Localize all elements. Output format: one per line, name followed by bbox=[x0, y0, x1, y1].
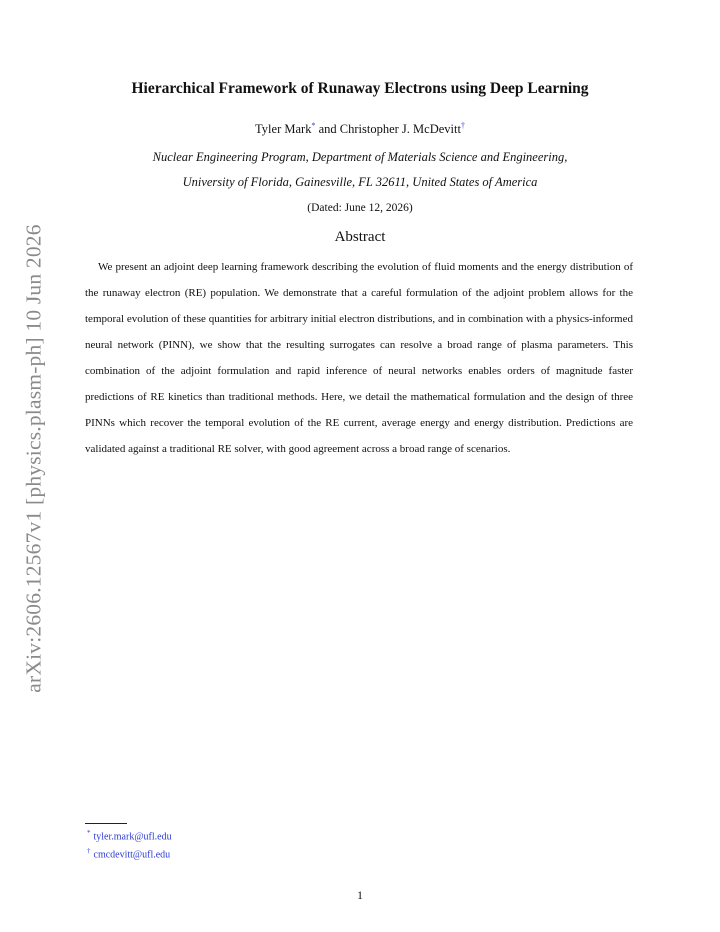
author-line bbox=[0, 122, 720, 137]
footnote-1 bbox=[87, 829, 172, 842]
email-link-tyler-mark[interactable]: tyler.mark@ufl.edu bbox=[93, 831, 172, 843]
author-connector: and bbox=[318, 122, 337, 136]
affiliation-line-1: Nuclear Engineering Program, Department of Materials Science and Engineering, bbox=[152, 150, 568, 164]
arxiv-identifier-text: arXiv:2606.12567v1 [physics.plasm-ph] 10 Jun 2026 bbox=[21, 223, 46, 693]
footnote-mark-1: * bbox=[87, 829, 91, 837]
author-name-1: Tyler Mark bbox=[255, 122, 312, 136]
footnote-2 bbox=[87, 847, 170, 860]
dated-line: (Dated: June 12, 2026) bbox=[307, 202, 413, 214]
author-footnote-link-1[interactable]: * bbox=[311, 120, 316, 130]
abstract-text: We present an adjoint deep learning framework describing the evolution of fluid moments and the energy distribution of the runaway electron (RE) population. We demonstrate that a careful formulation of the adjoint problem allows for the temporal evolution of these quantities for arbitrary initial electron distributions, and in combination with a physics-informed neural network (PINN), we show that the resulting surrogates can resolve a broad range of plasma parameters. This combination of the adjoint formulation and rapid inference of neural networks enables orders of magnitude faster predictions of RE kinetics than traditional methods. Here, we detail the mathematical formulation and the design of three PINNs which recover the temporal evolution of the RE current, average energy and energy distribution. Predictions are validated against a traditional RE solver, with good agreement across a broad range of scenarios. bbox=[85, 261, 633, 455]
page-number: 1 bbox=[357, 888, 363, 902]
footnote-mark-2: † bbox=[87, 847, 91, 855]
footnote-divider bbox=[85, 823, 127, 824]
affiliation-line-2: University of Florida, Gainesville, FL 32611, United States of America bbox=[182, 175, 538, 189]
author-name-2: Christopher J. McDevitt bbox=[339, 122, 461, 136]
abstract-heading: Abstract bbox=[334, 229, 386, 245]
arxiv-identifier-stamp bbox=[12, 208, 56, 708]
email-link-cmcdevitt[interactable]: cmcdevitt@ufl.edu bbox=[93, 849, 171, 861]
author-footnote-link-2[interactable]: † bbox=[460, 120, 465, 130]
paper-title: Hierarchical Framework of Runaway Electrons using Deep Learning bbox=[131, 80, 589, 97]
